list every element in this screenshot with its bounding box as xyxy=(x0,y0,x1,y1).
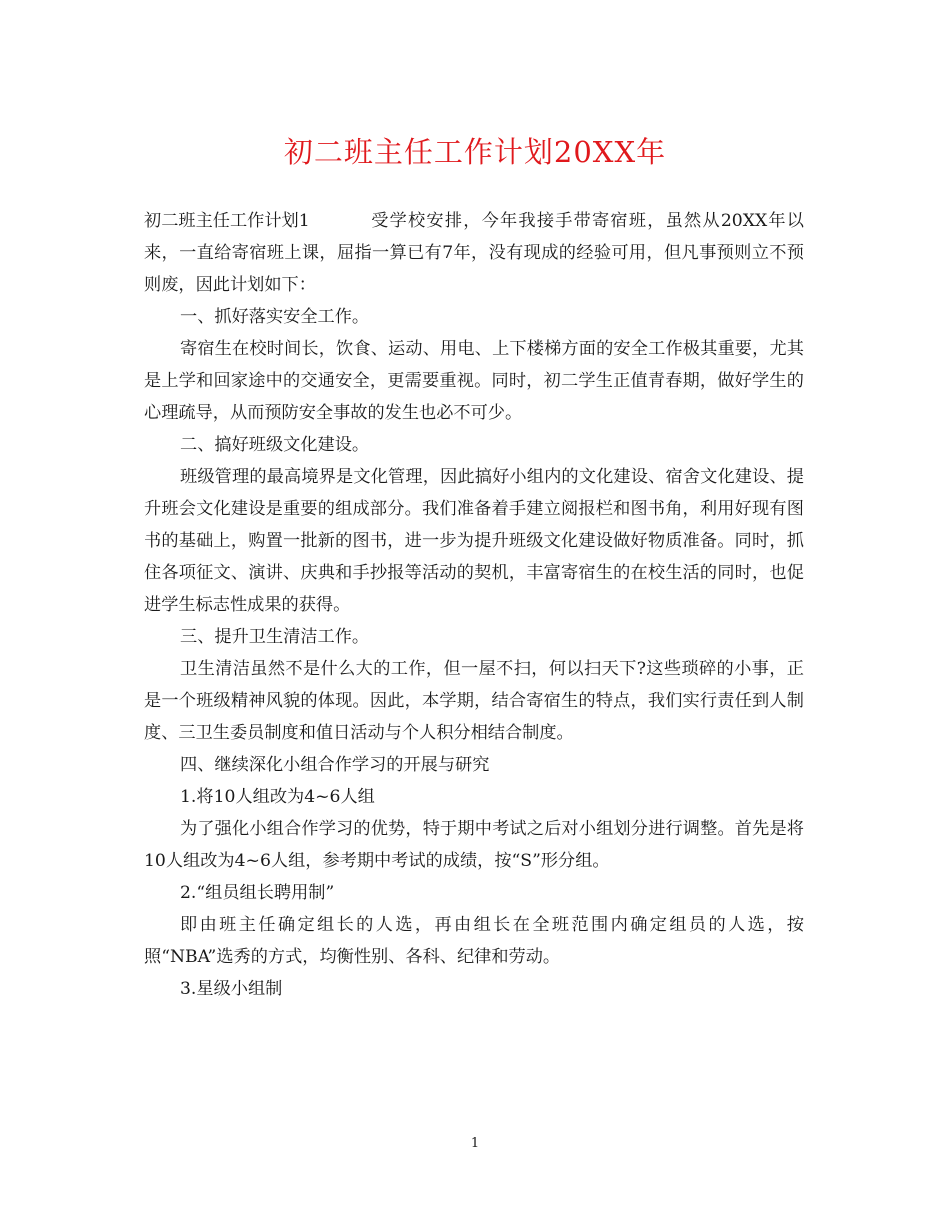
section-heading-3: 三、提升卫生清洁工作。 xyxy=(180,627,370,647)
section-heading-2: 二、搞好班级文化建设。 xyxy=(180,435,370,455)
paragraph-culture: 班级管理的最高境界是文化管理，因此搞好小组内的文化建设、宿舍文化建设、提升班会文化建设是重要的组成部分。我们准备着手建立阅报栏和图书角，利用好现有图书的基础上，购置一批新的图书，进一步为提升班级文化建设做好物质准备。同时，抓住各项征文、演讲、庆典和手抄报等活动的契机，丰富寄宿生的在校生活的同时，也促进学生标志性成果的获得。 xyxy=(144,467,804,615)
intro-heading: 初二班主任工作计划1 xyxy=(144,211,310,231)
section-heading-4: 四、继续深化小组合作学习的开展与研究 xyxy=(180,755,490,775)
subsection-heading-2: 2.“组员组长聘用制” xyxy=(180,883,335,903)
subsection-heading-1: 1.将10人组改为4~6人组 xyxy=(180,787,375,807)
intro-paragraph xyxy=(144,205,804,301)
paragraph-groups: 为了强化小组合作学习的优势，特于期中考试之后对小组划分进行调整。首先是将10人组改为4~6人组，参考期中考试的成绩，按“S”形分组。 xyxy=(144,819,804,871)
section-heading-1: 一、抓好落实安全工作。 xyxy=(180,307,370,327)
intro-text: 受学校安排，今年我接手带寄宿班，虽然从20XX年以来，一直给寄宿班上课，屈指一算已有7年，没有现成的经验可用，但凡事预则立不预则废，因此计划如下： xyxy=(144,211,804,295)
document-body xyxy=(144,205,804,1005)
paragraph-leader: 即由班主任确定组长的人选，再由组长在全班范围内确定组员的人选，按照“NBA”选秀的方式，均衡性别、各科、纪律和劳动。 xyxy=(144,915,804,967)
paragraph-safety: 寄宿生在校时间长，饮食、运动、用电、上下楼梯方面的安全工作极其重要，尤其是上学和回家途中的交通安全，更需要重视。同时，初二学生正值青春期，做好学生的心理疏导，从而预防安全事故的发生也必不可少。 xyxy=(144,339,804,423)
page-number: 1 xyxy=(470,1136,480,1151)
subsection-heading-3: 3.星级小组制 xyxy=(180,979,283,999)
paragraph-hygiene: 卫生清洁虽然不是什么大的工作，但一屋不扫，何以扫天下?这些琐碎的小事，正是一个班级精神风貌的体现。因此，本学期，结合寄宿生的特点，我们实行责任到人制度、三卫生委员制度和值日活动与个人积分相结合制度。 xyxy=(144,659,804,743)
document-title: 初二班主任工作计划20XX年 xyxy=(283,135,667,169)
